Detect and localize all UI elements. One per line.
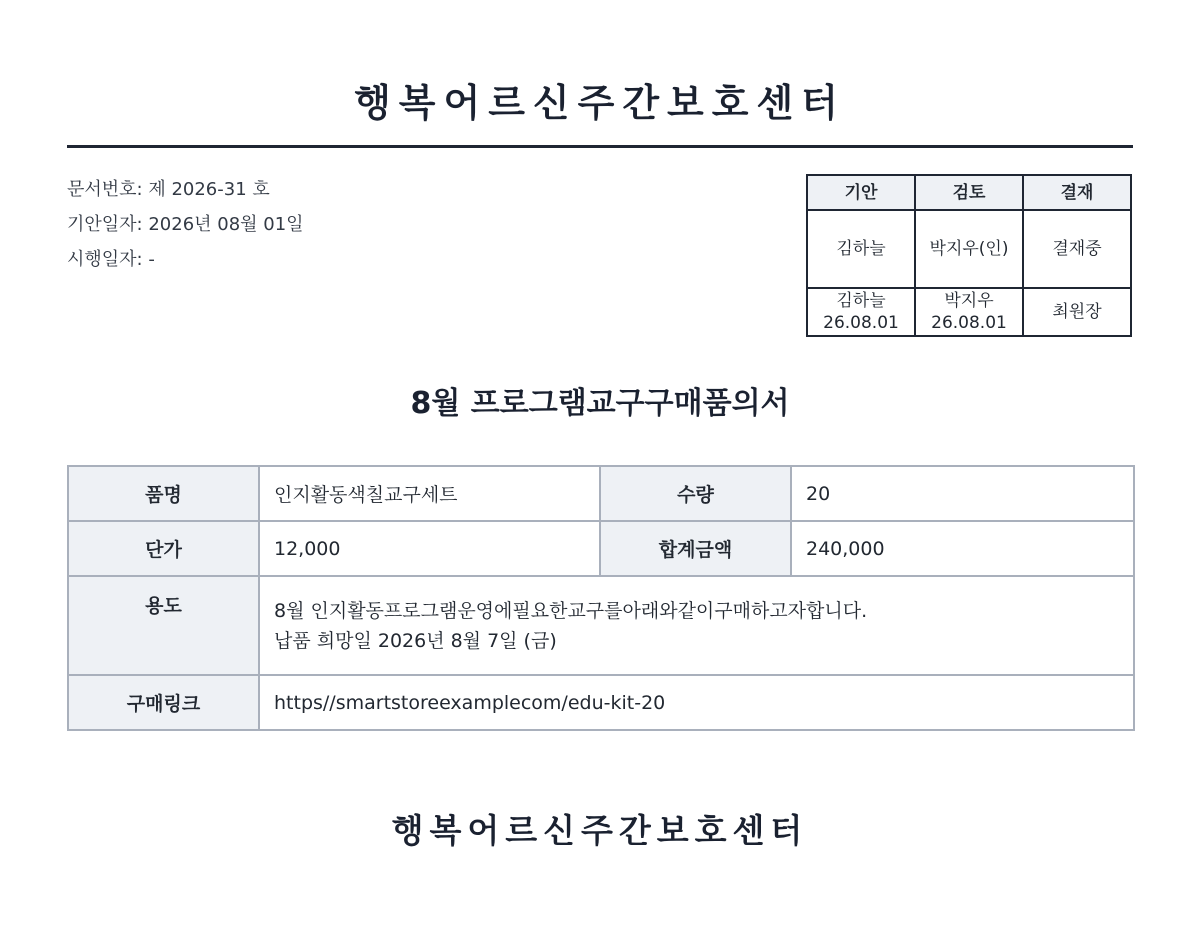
org-name-footer: 행복어르신주간보호센터 <box>391 811 809 850</box>
document-meta <box>67 172 304 277</box>
purchase-link-value: https//smartstoreexamplecom/edu-kit-20 <box>259 675 1134 730</box>
approval-col-final: 결재 <box>1023 175 1131 210</box>
approver-name: 박지우 <box>944 291 994 311</box>
approval-date: 26.08.01 <box>823 313 899 333</box>
approval-col-draft: 기안 <box>807 175 915 210</box>
enforce-date: 시행일자: - <box>67 249 155 270</box>
approval-signature-row <box>807 210 1131 288</box>
item-value: 인지활동색칠교구세트 <box>259 466 600 521</box>
approver-final <box>1023 288 1131 336</box>
purpose-text: 8월 인지활동프로그램운영에필요한교구를아래와같이구매하고자합니다. <box>274 599 868 622</box>
table-row <box>68 521 1134 576</box>
doc-number: 문서번호: 제 2026-31 호 <box>67 179 270 200</box>
purpose-label: 용도 <box>68 576 259 675</box>
purchase-detail-table <box>67 465 1135 731</box>
approver-name: 김하늘 <box>836 291 886 311</box>
purchase-link-label: 구매링크 <box>68 675 259 730</box>
delivery-date-text: 납품 희망일 2026년 8월 7일 (금) <box>274 629 557 652</box>
signature-review: 박지우(인) <box>915 210 1023 288</box>
approver-review <box>915 288 1023 336</box>
approver-name: 최원장 <box>1052 302 1102 322</box>
approval-date: 26.08.01 <box>931 313 1007 333</box>
total-amount-label: 합계금액 <box>600 521 791 576</box>
approval-date-row <box>807 288 1131 336</box>
unit-price-value: 12,000 <box>259 521 600 576</box>
header-divider <box>67 145 1133 148</box>
signature-final: 결재중 <box>1023 210 1131 288</box>
quantity-value: 20 <box>791 466 1134 521</box>
signature-draft: 김하늘 <box>807 210 915 288</box>
approver-draft <box>807 288 915 336</box>
item-label: 품명 <box>68 466 259 521</box>
table-row <box>68 675 1134 730</box>
purpose-value <box>259 576 1134 675</box>
document-title: 8월 프로그램교구구매품의서 <box>410 386 790 421</box>
table-row <box>68 466 1134 521</box>
quantity-label: 수량 <box>600 466 791 521</box>
approval-header-row <box>807 175 1131 210</box>
draft-date: 기안일자: 2026년 08월 01일 <box>67 214 304 235</box>
unit-price-label: 단가 <box>68 521 259 576</box>
approval-table <box>806 174 1132 337</box>
table-row <box>68 576 1134 675</box>
approval-col-review: 검토 <box>915 175 1023 210</box>
total-amount-value: 240,000 <box>791 521 1134 576</box>
org-name-header: 행복어르신주간보호센터 <box>354 81 846 125</box>
